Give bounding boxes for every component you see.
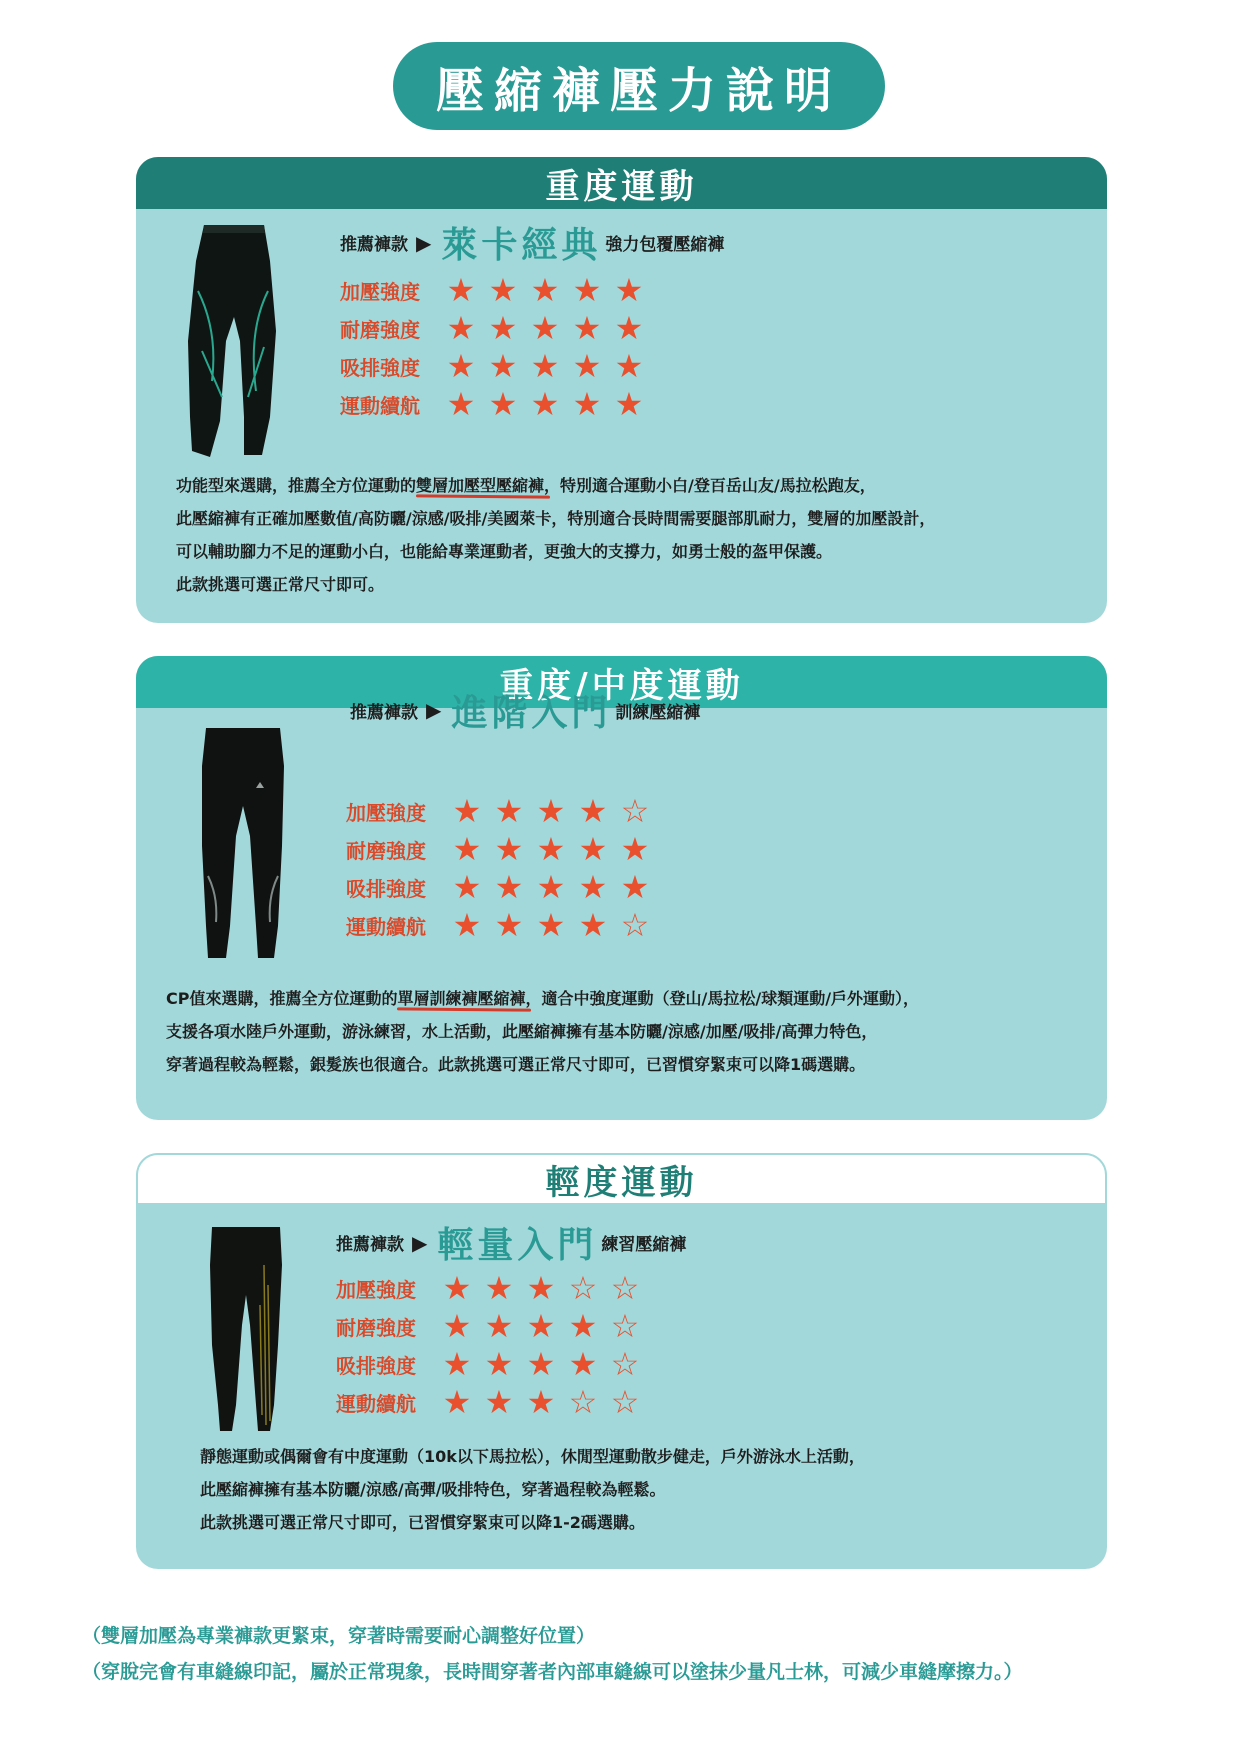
star-empty-icon: ☆ — [610, 1307, 640, 1345]
star-filled-icon: ★ — [442, 1307, 472, 1345]
star-rating — [446, 868, 656, 906]
star-filled-icon: ★ — [536, 906, 566, 944]
rating-label: 加壓強度 — [340, 279, 420, 304]
star-filled-icon: ★ — [488, 271, 518, 309]
description-line — [176, 502, 935, 535]
star-filled-icon: ★ — [572, 385, 602, 423]
star-rating — [440, 385, 650, 423]
star-filled-icon: ★ — [446, 309, 476, 347]
panel-header: 輕度運動 — [136, 1153, 1107, 1205]
star-rating — [446, 830, 656, 868]
star-filled-icon: ★ — [488, 347, 518, 385]
rating-label: 加壓強度 — [346, 800, 426, 825]
rating-row — [346, 868, 656, 906]
description — [200, 1440, 865, 1539]
page-title: 壓縮褲壓力說明 — [393, 42, 885, 130]
rating-row — [340, 347, 650, 385]
star-rating — [446, 906, 656, 944]
star-filled-icon: ★ — [536, 868, 566, 906]
description-text: 此壓縮褲擁有基本防曬/涼感/高彈/吸排特色，穿著過程較為輕鬆。 — [200, 1480, 666, 1499]
star-filled-icon: ★ — [568, 1345, 598, 1383]
rating-row — [340, 385, 650, 423]
rating-label: 運動續航 — [340, 393, 420, 418]
star-rating — [436, 1269, 646, 1307]
star-filled-icon: ★ — [572, 347, 602, 385]
description-line — [200, 1506, 865, 1539]
rec-label: 推薦褲款 — [350, 702, 418, 723]
star-empty-icon: ☆ — [610, 1345, 640, 1383]
description-line — [176, 568, 935, 601]
rating-label: 吸排強度 — [346, 876, 426, 901]
description — [176, 469, 935, 601]
star-filled-icon: ★ — [452, 830, 482, 868]
description-text: 靜態運動或偶爾會有中度運動（10k以下馬拉松），休閒型運動散步健走，戶外游泳水上活動， — [200, 1447, 865, 1466]
description-text: 支援各項水陸戶外運動，游泳練習，水上活動，此壓縮褲擁有基本防曬/涼感/加壓/吸排/高彈力特色， — [166, 1022, 878, 1041]
star-filled-icon: ★ — [484, 1307, 514, 1345]
rating-row — [336, 1269, 646, 1307]
star-filled-icon: ★ — [526, 1307, 556, 1345]
panel-heavy-medium — [136, 656, 1107, 1120]
star-filled-icon: ★ — [526, 1383, 556, 1421]
rating-row — [336, 1307, 646, 1345]
rating-row — [336, 1345, 646, 1383]
star-filled-icon: ★ — [530, 309, 560, 347]
description-line — [166, 1015, 919, 1048]
description-line — [200, 1440, 865, 1473]
star-empty-icon: ☆ — [568, 1383, 598, 1421]
star-empty-icon: ☆ — [610, 1269, 640, 1307]
star-filled-icon: ★ — [614, 309, 644, 347]
star-filled-icon: ★ — [494, 792, 524, 830]
arrow-right-icon: ▶ — [412, 1230, 428, 1255]
product-name: 進階入門 — [451, 692, 612, 734]
star-filled-icon: ★ — [484, 1269, 514, 1307]
star-filled-icon: ★ — [494, 906, 524, 944]
recommendation — [340, 217, 724, 268]
product-name: 萊卡經典 — [441, 225, 602, 266]
description — [166, 982, 919, 1081]
star-empty-icon: ☆ — [620, 906, 650, 944]
star-filled-icon: ★ — [484, 1383, 514, 1421]
highlighted-text: 雙層加壓型壓縮褲 — [416, 476, 545, 495]
footnote: （穿脫完會有車縫線印記，屬於正常現象，長時間穿著者內部車縫線可以塗抹少量凡士林，可減少車縫摩擦力。） — [82, 1661, 1023, 1683]
rating-row — [340, 271, 650, 309]
star-filled-icon: ★ — [578, 906, 608, 944]
star-rating — [436, 1383, 646, 1421]
rating-label: 吸排強度 — [336, 1353, 416, 1378]
star-filled-icon: ★ — [530, 347, 560, 385]
star-filled-icon: ★ — [494, 868, 524, 906]
product-type: 訓練壓縮褲 — [615, 702, 701, 723]
star-rating — [440, 347, 650, 385]
description-text: ，適合中強度運動（登山/馬拉松/球類運動/戶外運動）， — [525, 989, 920, 1008]
description-line — [166, 1048, 919, 1081]
arrow-right-icon: ▶ — [426, 698, 442, 722]
description-text: 可以輔助腳力不足的運動小白，也能給專業運動者，更強大的支撐力，如勇士般的盔甲保護。 — [176, 542, 833, 561]
star-filled-icon: ★ — [442, 1345, 472, 1383]
rating-row — [346, 792, 656, 830]
star-filled-icon: ★ — [446, 347, 476, 385]
panel-header: 重度運動 — [136, 157, 1107, 209]
star-filled-icon: ★ — [614, 271, 644, 309]
star-filled-icon: ★ — [488, 309, 518, 347]
star-filled-icon: ★ — [578, 830, 608, 868]
star-empty-icon: ☆ — [620, 792, 650, 830]
star-filled-icon: ★ — [572, 271, 602, 309]
footnote: （雙層加壓為專業褲款更緊束，穿著時需要耐心調整好位置） — [82, 1625, 596, 1647]
panel-light — [136, 1153, 1107, 1569]
star-filled-icon: ★ — [526, 1269, 556, 1307]
rating-label: 加壓強度 — [336, 1277, 416, 1302]
star-rating — [436, 1345, 646, 1383]
description-line — [200, 1473, 865, 1506]
star-filled-icon: ★ — [578, 868, 608, 906]
star-filled-icon: ★ — [530, 385, 560, 423]
panel-header: 重度/中度運動 — [136, 656, 1107, 708]
star-filled-icon: ★ — [452, 792, 482, 830]
panel-heavy — [136, 157, 1107, 623]
star-filled-icon: ★ — [568, 1307, 598, 1345]
star-filled-icon: ★ — [530, 271, 560, 309]
rec-label: 推薦褲款 — [336, 1235, 404, 1255]
star-rating — [440, 271, 650, 309]
rating-label: 運動續航 — [346, 914, 426, 939]
star-filled-icon: ★ — [536, 830, 566, 868]
description-text: 功能型來選購，推薦全方位運動的 — [176, 476, 417, 495]
description-text: 此款挑選可選正常尺寸即可，已習慣穿緊束可以降1-2碼選購。 — [200, 1513, 645, 1532]
star-filled-icon: ★ — [442, 1269, 472, 1307]
star-filled-icon: ★ — [578, 792, 608, 830]
compression-pants-image — [206, 1225, 286, 1431]
star-filled-icon: ★ — [620, 830, 650, 868]
arrow-right-icon: ▶ — [416, 230, 432, 255]
highlighted-text: 單層訓練褲壓縮褲 — [397, 989, 526, 1008]
rating-row — [346, 906, 656, 944]
star-empty-icon: ☆ — [610, 1383, 640, 1421]
rating-label: 吸排強度 — [340, 355, 420, 380]
description-text: ，特別適合運動小白/登百岳山友/馬拉松跑友， — [544, 476, 876, 495]
rating-row — [340, 309, 650, 347]
compression-pants-image — [198, 726, 288, 958]
star-filled-icon: ★ — [452, 868, 482, 906]
star-filled-icon: ★ — [442, 1383, 472, 1421]
star-filled-icon: ★ — [620, 868, 650, 906]
star-rating — [446, 792, 656, 830]
description-text: 此壓縮褲有正確加壓數值/高防曬/涼感/吸排/美國萊卡，特別適合長時間需要腿部肌耐力，雙層的加壓設計， — [176, 509, 936, 528]
star-filled-icon: ★ — [614, 385, 644, 423]
description-line — [166, 982, 919, 1015]
star-filled-icon: ★ — [572, 309, 602, 347]
description-text: 穿著過程較為輕鬆，銀髮族也很適合。此款挑選可選正常尺寸即可，已習慣穿緊束可以降1碼選購。 — [166, 1055, 866, 1074]
recommendation — [336, 1217, 686, 1268]
description-text: CP值來選購，推薦全方位運動的 — [166, 989, 398, 1008]
description-line — [176, 535, 935, 568]
star-filled-icon: ★ — [484, 1345, 514, 1383]
rating-row — [346, 830, 656, 868]
rating-label: 運動續航 — [336, 1391, 416, 1416]
product-type: 強力包覆壓縮褲 — [605, 235, 725, 255]
product-name: 輕量入門 — [437, 1225, 598, 1266]
star-filled-icon: ★ — [446, 385, 476, 423]
star-filled-icon: ★ — [614, 347, 644, 385]
rec-label: 推薦褲款 — [340, 235, 408, 255]
star-filled-icon: ★ — [446, 271, 476, 309]
description-text: 此款挑選可選正常尺寸即可。 — [176, 575, 385, 594]
rating-label: 耐磨強度 — [336, 1315, 416, 1340]
footnotes — [82, 1618, 1023, 1690]
star-filled-icon: ★ — [488, 385, 518, 423]
star-rating — [436, 1307, 646, 1345]
star-filled-icon: ★ — [494, 830, 524, 868]
rating-label: 耐磨強度 — [346, 838, 426, 863]
recommendation — [350, 682, 700, 738]
compression-pants-image — [178, 221, 296, 457]
star-filled-icon: ★ — [452, 906, 482, 944]
rating-label: 耐磨強度 — [340, 317, 420, 342]
product-type: 練習壓縮褲 — [601, 1235, 687, 1255]
star-empty-icon: ☆ — [568, 1269, 598, 1307]
rating-row — [336, 1383, 646, 1421]
star-filled-icon: ★ — [536, 792, 566, 830]
star-rating — [440, 309, 650, 347]
description-line — [176, 469, 935, 502]
star-filled-icon: ★ — [526, 1345, 556, 1383]
